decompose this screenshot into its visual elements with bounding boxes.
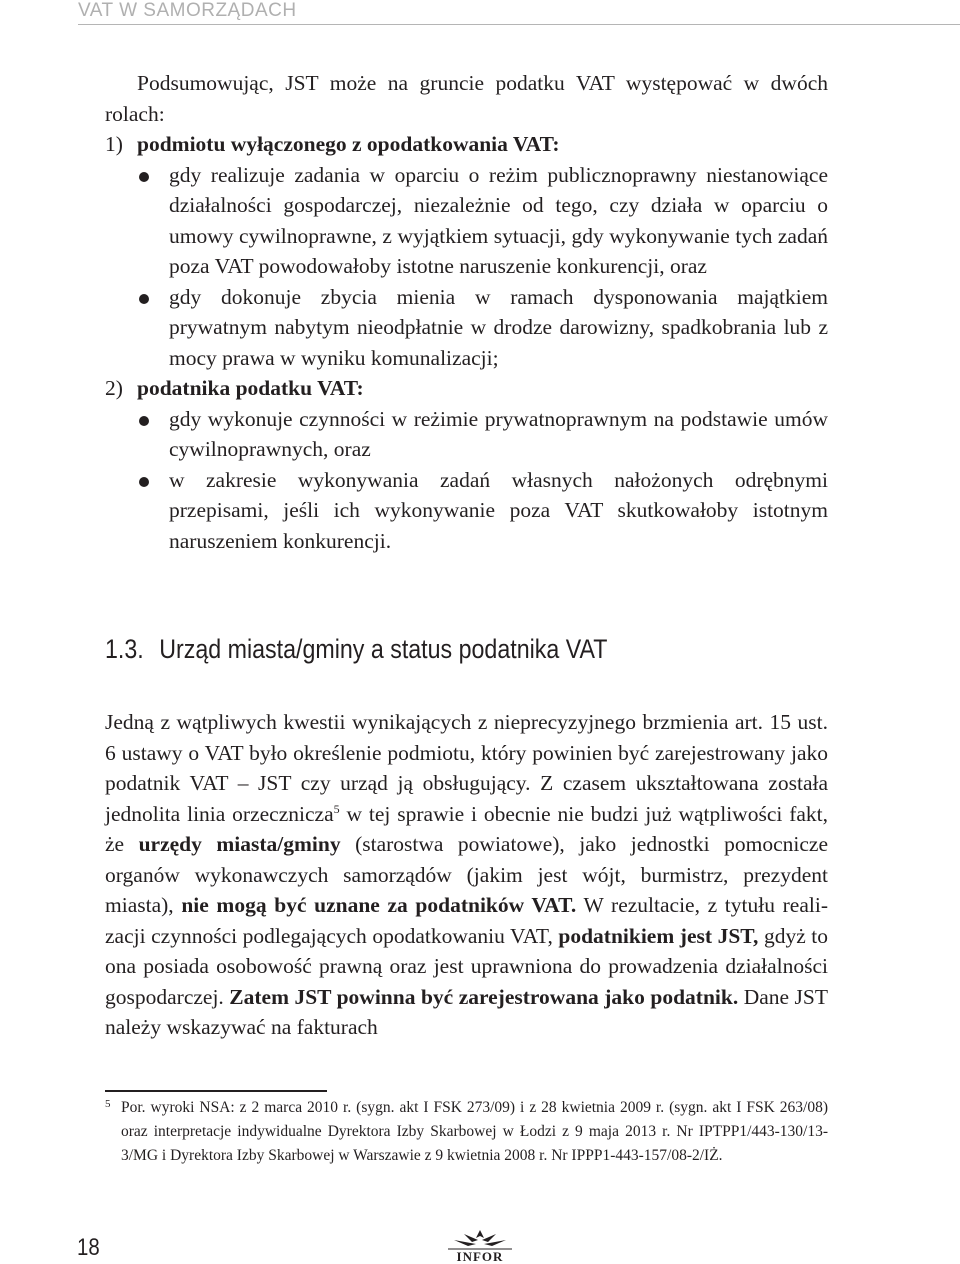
bullet-item: [105, 465, 828, 557]
publisher-logo: [434, 1228, 526, 1262]
main-paragraph: [105, 707, 828, 1043]
text-run: Dane JST należy wskazywać na fakturach: [105, 984, 828, 1039]
text-run: Jedną z wątpliwych kwestii wynikających z nieprecyzyjnego brzmienia art. 15 ust. 6 ustawy o VAT było określenie podmiotu, który powinien być zarejestrowany jako podatnik VAT – JST czy urząd ją obsługujący. Z czasem ukształtowana została jednolita linia orzecznicza: [105, 710, 828, 826]
intro-paragraph: Podsumowując, JST może na gruncie podatku VAT występować w dwóch rolach:: [105, 71, 828, 126]
item-number: 2): [105, 376, 123, 400]
bullet-icon: [139, 416, 149, 426]
numbered-item-1: [105, 129, 828, 160]
text-run: W rezultacie, z tytułu realizacji czynności podlegających opodatkowaniu VAT,: [105, 893, 828, 948]
bullet-text: gdy wykonuje czynności w reżimie prywatnoprawnym na podstawie umów cywilnoprawnych, oraz: [169, 406, 828, 461]
numbered-item-2: [105, 373, 828, 404]
footnote-number: 5: [105, 1098, 111, 1110]
bullet-text: w zakresie wykonywania zadań własnych nałożonych odrębnymi przepisami, jeśli ich wykonywanie poza VAT skutkowałoby istotnym naruszeniem konkurencji.: [169, 467, 828, 553]
logo-wordmark: INFOR: [456, 1249, 504, 1262]
bold-run: Zatem JST powinna być zarejestrowana jako podatnik.: [229, 984, 739, 1009]
bullet-icon: [139, 172, 149, 182]
bold-run: podatnikiem jest JST,: [558, 923, 759, 948]
bullet-icon: [139, 294, 149, 304]
section-heading: [105, 632, 607, 666]
bullet-text: gdy dokonuje zbycia mienia w ramach dysponowania majątkiem prywatnym nabytym nieodpłatnie w drodze darowizny, spadkobrania lub z mocy prawa w wyniku komunalizacji;: [169, 284, 828, 370]
text-run: w tej sprawie i obecnie nie budzi już wątpliwości fakt, że: [105, 801, 829, 856]
section-number: 1.3.: [105, 634, 144, 664]
infor-logo-icon: [434, 1228, 526, 1262]
page-number: 18: [77, 1234, 100, 1261]
item-number: 1): [105, 132, 123, 156]
footnote-text: Por. wyroki NSA: z 2 marca 2010 r. (sygn. akt I FSK 273/09) i z 28 kwietnia 2009 r. (sygn. akt I FSK 263/08) oraz interpretacje indywidualne Dyrektora Izby Skarbowej w Łodzi z 9 maja 2013 r. Nr IPTPP1/443-130/13-3/MG i Dyrektora Izby Skarbowej w Warszawie z 9 kwietnia 2008 r. Nr IPPP1-443-157/08-2/IŻ.: [121, 1099, 828, 1164]
item-heading: podatnika podatku VAT:: [137, 376, 364, 400]
bold-run: nie mogą być uznane za podatników VAT.: [181, 893, 577, 917]
footnote: [105, 1096, 828, 1168]
bullet-item: [105, 404, 828, 465]
bullet-item: [105, 160, 828, 282]
footnote-separator: [105, 1090, 327, 1092]
footnote-ref[interactable]: 5: [333, 801, 340, 816]
item-heading: podmiotu wyłączonego z opodatkowania VAT:: [137, 132, 560, 156]
bullet-text: gdy realizuje zadania w oparciu o reżim publicznoprawny niestanowiące działalności gospodarczej, niezależnie od tego, czy działa w oparciu o umowy cywilnoprawne, z wyjątkiem sytuacji, gdy wykonywanie tych zadań poza VAT powodowałoby istotne naruszenie konkurencji, oraz: [169, 162, 828, 278]
bullet-icon: [139, 477, 149, 487]
text-run: (starostwa powiatowe), jako jednostki pomocnicze organów wykonawczych samorządów (jakim jest wójt, burmistrz, prezydent miasta),: [105, 832, 828, 917]
bold-run: urzędy miasta/gminy: [138, 832, 341, 856]
section-title: Urząd miasta/gminy a status podatnika VAT: [159, 634, 608, 664]
bullet-item: [105, 282, 828, 374]
intro-section: [105, 68, 828, 556]
running-head: VAT W SAMORZĄDACH: [78, 0, 960, 25]
text-run: gdyż to ona posiada osobowość prawną oraz jest uprawniona do prowadzenia działalności gospodarczej.: [105, 923, 828, 1009]
